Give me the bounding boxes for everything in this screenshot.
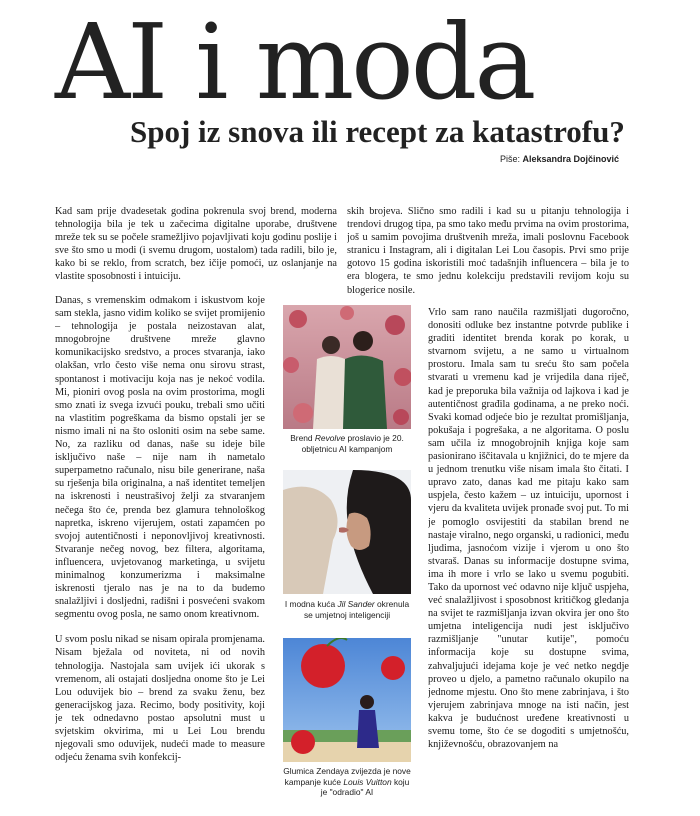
col1-paragraph-2: U svom poslu nikad se nisam opirala promjenama. Nisam bježala od noviteta, ni od novih tehnologija. Nastojala sam uvijek ići ukorak s vremenom, ali ostajati dosljedna onome što je Lei Lou oduvijek bio – brend za svaku ženu, bez generacijskog jaza. Recimo, body positivity, koji je tek odnedavno postao apsolutni must u svjetskim okvirima, mi u Lei Lou brendu njegovali smo oduvijek, nudeći made to measure odjeću ženama svih konfekcij-: [55, 634, 265, 764]
caption-text: okrenula se umjetnoj inteligenciji: [303, 599, 410, 620]
caption-brand: Jil Sander: [337, 599, 375, 609]
caption-text: proslavio je 20. obljetnicu AI kampanjom: [301, 433, 404, 454]
caption-jil-sander: [283, 599, 411, 620]
caption-text: Glumica Zendaya zvijezda je nove kampanje kuće: [283, 766, 411, 787]
model-green-outfit: [343, 355, 387, 429]
cherry-icon: [381, 656, 405, 680]
caption-text: I modna kuća: [284, 599, 336, 609]
column-1: [55, 294, 265, 798]
intro-left: Kad sam prije dvadesetak godina pokrenula svoj brend, moderna tehnologija bila je tek u začecima digitalne uporabe, društvene mreže tek su se počele sramežljivo pojavljivati koju godinu poslije i sve što smo u modi (i svemu drugom, uostalom) tada radili, bilo je, kako bi se reklo, from scratch, bez ičije pomoći, uz oslanjanje na vlastite sposobnosti i intuiciju.: [55, 206, 337, 283]
jil-sander-photo-art: [283, 470, 411, 594]
louis-vuitton-photo-art: [283, 638, 411, 762]
col1-paragraph-1: Danas, s vremenskim odmakom i iskustvom koje sam stekla, jasno vidim koliko se svijet promijenio – tehnologija je postala neizostavan alat, mnogobrojne društvene mreže glavno komunikacijsko sredstvo, a proces stvaranja, iako olakšan, vrlo često više nema onu sirovu strast, spontanost i motivaciju koja nas je nekoć vodila. Mi, pioniri ovog posla na ovim prostorima, mogli smo znati iz svega izvući pouku, trebali smo učiti na vlastitim pogreškama da bismo opstali jer se nismo imali ni na što osloniti osim na sebe same. No, za razliku od danas, naše su ideje bile isključivo naše – nije nam ih nametalo superpametno računalo, nisu bile generirane, naša su rješenja bila originalna, a naš identitet temeljen na iskrenosti i neustrašivoj želji za stvaranjem nečega što će, prenda bez glamura tehnološkog napretka, iskreno vijerujem, ostati zapamćen po svojoj autentičnosti i neponovljivoj kreativnosti. Stvaranje nečeg novog, bez filtera, algoritama, influencera, uvjetovanog marketinga, u svijetu minimalnog konzumerizma i maksimalne iskrenosti tjeralo nas je na to da budemo snalažljivi i dosljedni, radišni i posvećeni svakom segmentu ovog posla, ne samo onom kreativnom.: [55, 295, 265, 621]
flower-icon: [340, 306, 354, 320]
model-head: [353, 331, 373, 351]
byline-prefix: Piše:: [500, 154, 521, 164]
caption-brand: Revolve: [314, 433, 346, 443]
flower-icon: [289, 310, 307, 328]
page-subtitle: Spoj iz snova ili recept za katastrofu?: [130, 114, 625, 149]
byline: [500, 154, 619, 164]
louis-vuitton-campaign-photo: [283, 638, 411, 762]
caption-brand: Louis Vuitton: [343, 776, 392, 787]
caption-text: koju je "odradio" AI: [320, 776, 410, 797]
page-title: AI i moda: [55, 1, 534, 123]
model-head: [360, 695, 374, 709]
model-head: [322, 336, 340, 354]
author-name: Aleksandra Dojčinović: [522, 154, 620, 164]
revolve-photo-art: [283, 305, 411, 429]
jil-sander-campaign-photo: [283, 470, 411, 594]
caption-revolve: [283, 433, 411, 454]
caption-text: Brend: [290, 433, 313, 443]
cherry-icon: [291, 730, 315, 754]
flower-icon: [293, 403, 313, 423]
flower-icon: [283, 357, 299, 373]
flower-icon: [385, 315, 405, 335]
column-3: Vrlo sam rano naučila razmišljati dugoročno, donositi odluke bez instantne potvrde publike i graditi identitet brenda korak po korak, u stvarnom svijetu, a ne samo u virtualnom prostoru. Imala sam tu sreću što sam počela stvarati u vremenu kad je vrijedila dana riječ, kad je preporuka bila važnija od lajkova i kad je autentičnost građila godinama, a ne preko noći. Svaki komad odjeće bio je rezultat promišljanja, pokušaja i pogrešaka, a ne algoritama. O poslu sam učila iz mnogobrojnih knjiga koje sam pasionirano iščitavala u knjižnici, do te mjere da u jednom trenutku više nisam imala što čitati. I upravo zato, danas kad me pitaju kako sam uspjela, često kažem – uz intuiciju, upornost i vjeru da kvaliteta uvijek pronađe svoj put. To mi je pomoglo osvijestiti da stabilan brend ne nastaje viralno, nego organski, u radionici, među ljudima, jasnoćom vizije i vjerom u ono što stvaraš. Danas su informacije dostupne svima, ima ih more i vrlo se lako u svemu pogubiti. Tako da upornost već odavno nije ključ uspjeha, već snalažljivost i sposobnost kritičkog gledanja na svijet te razmišljanja izvan okvira jer ono što umjetna inteligencija nudi jest isključivo razmišljanje "unutar kutije", pomoću informacija koje su dostupne svima, zahvaljujući idejama koje je već netko negdje proveo u djelo, a pametno računalo okupilo na jednome mjestu. Ono što mene zabrinjava, i što vjerujem zabrinjava mnoge na isti način, jest kakva je budućnost uređene kreativnosti u svemu tome, što će se dogoditi s umjetnošću, književnošću, obrazovanjem na: [428, 307, 629, 751]
flower-icon: [393, 409, 409, 425]
caption-louis-vuitton: [283, 766, 411, 798]
cherry-icon: [301, 644, 345, 688]
intro-right: skih brojeva. Slično smo radili i kad su u pitanju tehnologija i trendovi drugog tipa, pa smo tako među prvima na ovim prostorima, još u samim povojima društvenih mreža, imali poslovnu Facebook stranicu i Instagram, ali i digitalan Lei Lou časopis. Prvi smo prije gotovo 15 godina iskoristili moć tadašnjih influencera – bila je to era blogera, te smo jednu kolekciju predstavili revijom koju su blogerice nosile.: [347, 206, 629, 296]
revolve-campaign-photo: [283, 305, 411, 429]
